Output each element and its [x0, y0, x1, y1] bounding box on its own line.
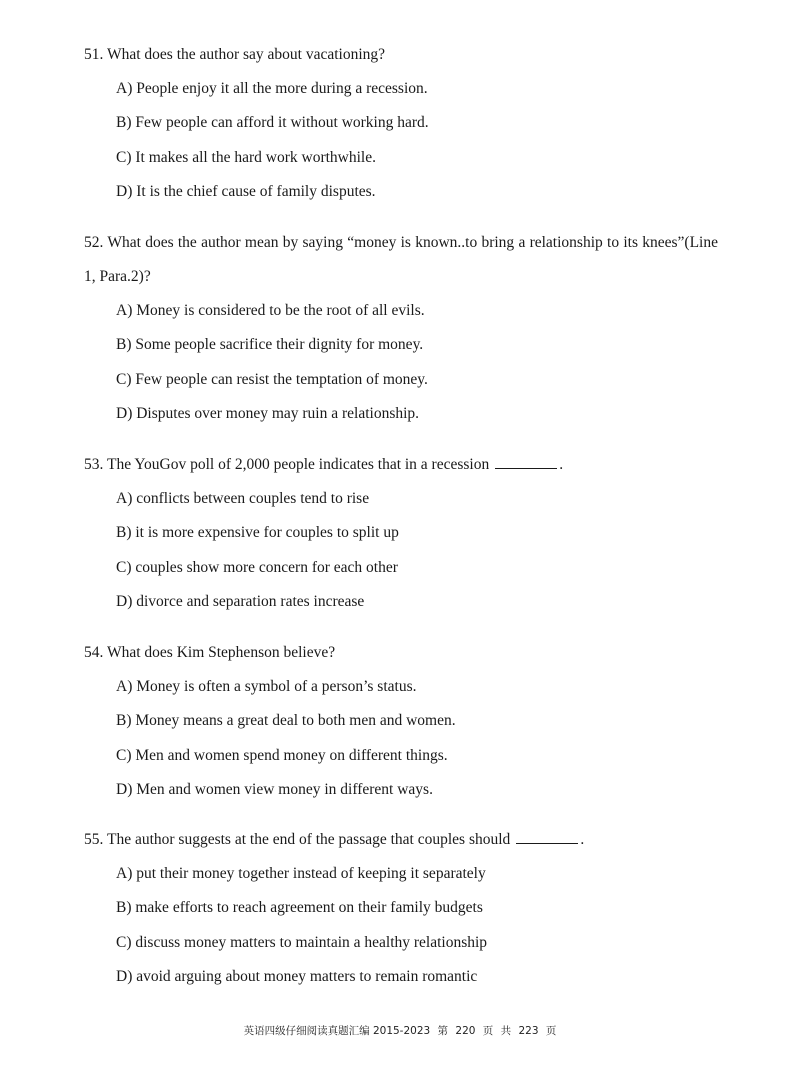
- question-53: [84, 448, 718, 619]
- option-c: C) couples show more concern for each other: [116, 558, 398, 576]
- option-b: B) Money means a great deal to both men and women.: [116, 712, 456, 730]
- question-stem: 55. The author suggests at the end of the passage that couples should: [84, 831, 511, 848]
- footer-total-prefix: 共: [500, 1025, 512, 1037]
- footer-total-pages: 223: [518, 1025, 539, 1037]
- option-a: A) Money is considered to be the root of all evils.: [116, 302, 425, 319]
- stem-end: .: [580, 831, 585, 848]
- option-a: A) People enjoy it all the more during a recession.: [116, 80, 428, 97]
- option-d: D) avoid arguing about money matters to remain romantic: [116, 967, 478, 985]
- option-b: B) Few people can afford it without working hard.: [116, 114, 429, 132]
- question-54: [84, 636, 718, 807]
- question-stem: 53. The YouGov poll of 2,000 people indicates that in a recession: [84, 456, 490, 473]
- answer-blank: [495, 454, 557, 469]
- option-d: D) divorce and separation rates increase: [116, 592, 365, 610]
- question-52: [84, 226, 718, 431]
- question-55: [84, 823, 718, 994]
- question-stem: 54. What does Kim Stephenson believe?: [84, 644, 336, 661]
- question-stem: 51. What does the author say about vacationing?: [84, 46, 386, 63]
- footer-page-number: 220: [455, 1025, 476, 1037]
- option-c: C) discuss money matters to maintain a healthy relationship: [116, 933, 488, 951]
- page-footer: [0, 1023, 800, 1038]
- option-a: A) Money is often a symbol of a person’s status.: [116, 678, 417, 695]
- answer-blank: [516, 829, 578, 844]
- footer-page-prefix: 第: [437, 1025, 449, 1037]
- option-a: A) put their money together instead of keeping it separately: [116, 865, 486, 882]
- option-b: B) make efforts to reach agreement on their family budgets: [116, 899, 483, 917]
- option-c: C) Men and women spend money on different things.: [116, 746, 448, 764]
- option-a: A) conflicts between couples tend to rise: [116, 490, 370, 507]
- option-b: B) it is more expensive for couples to split up: [116, 524, 399, 542]
- option-d: D) Men and women view money in different ways.: [116, 780, 433, 798]
- question-51: [84, 38, 718, 209]
- option-c: C) Few people can resist the temptation of money.: [116, 370, 428, 388]
- question-stem-line: [84, 448, 718, 482]
- option-d: D) It is the chief cause of family disputes.: [116, 182, 376, 200]
- option-b: B) Some people sacrifice their dignity for money.: [116, 336, 424, 354]
- question-stem: 52. What does the author mean by saying “money is known..to bring a relationship to its knees”(Line 1, Para.2)?: [84, 234, 718, 285]
- footer-title: 英语四级仔细阅读真题汇编 2015-2023: [243, 1025, 431, 1037]
- stem-end: .: [559, 456, 564, 473]
- option-d: D) Disputes over money may ruin a relationship.: [116, 404, 420, 422]
- option-c: C) It makes all the hard work worthwhile.: [116, 148, 376, 166]
- footer-page-unit: 页: [482, 1025, 494, 1037]
- question-stem-line: [84, 823, 718, 857]
- footer-total-unit: 页: [545, 1025, 557, 1037]
